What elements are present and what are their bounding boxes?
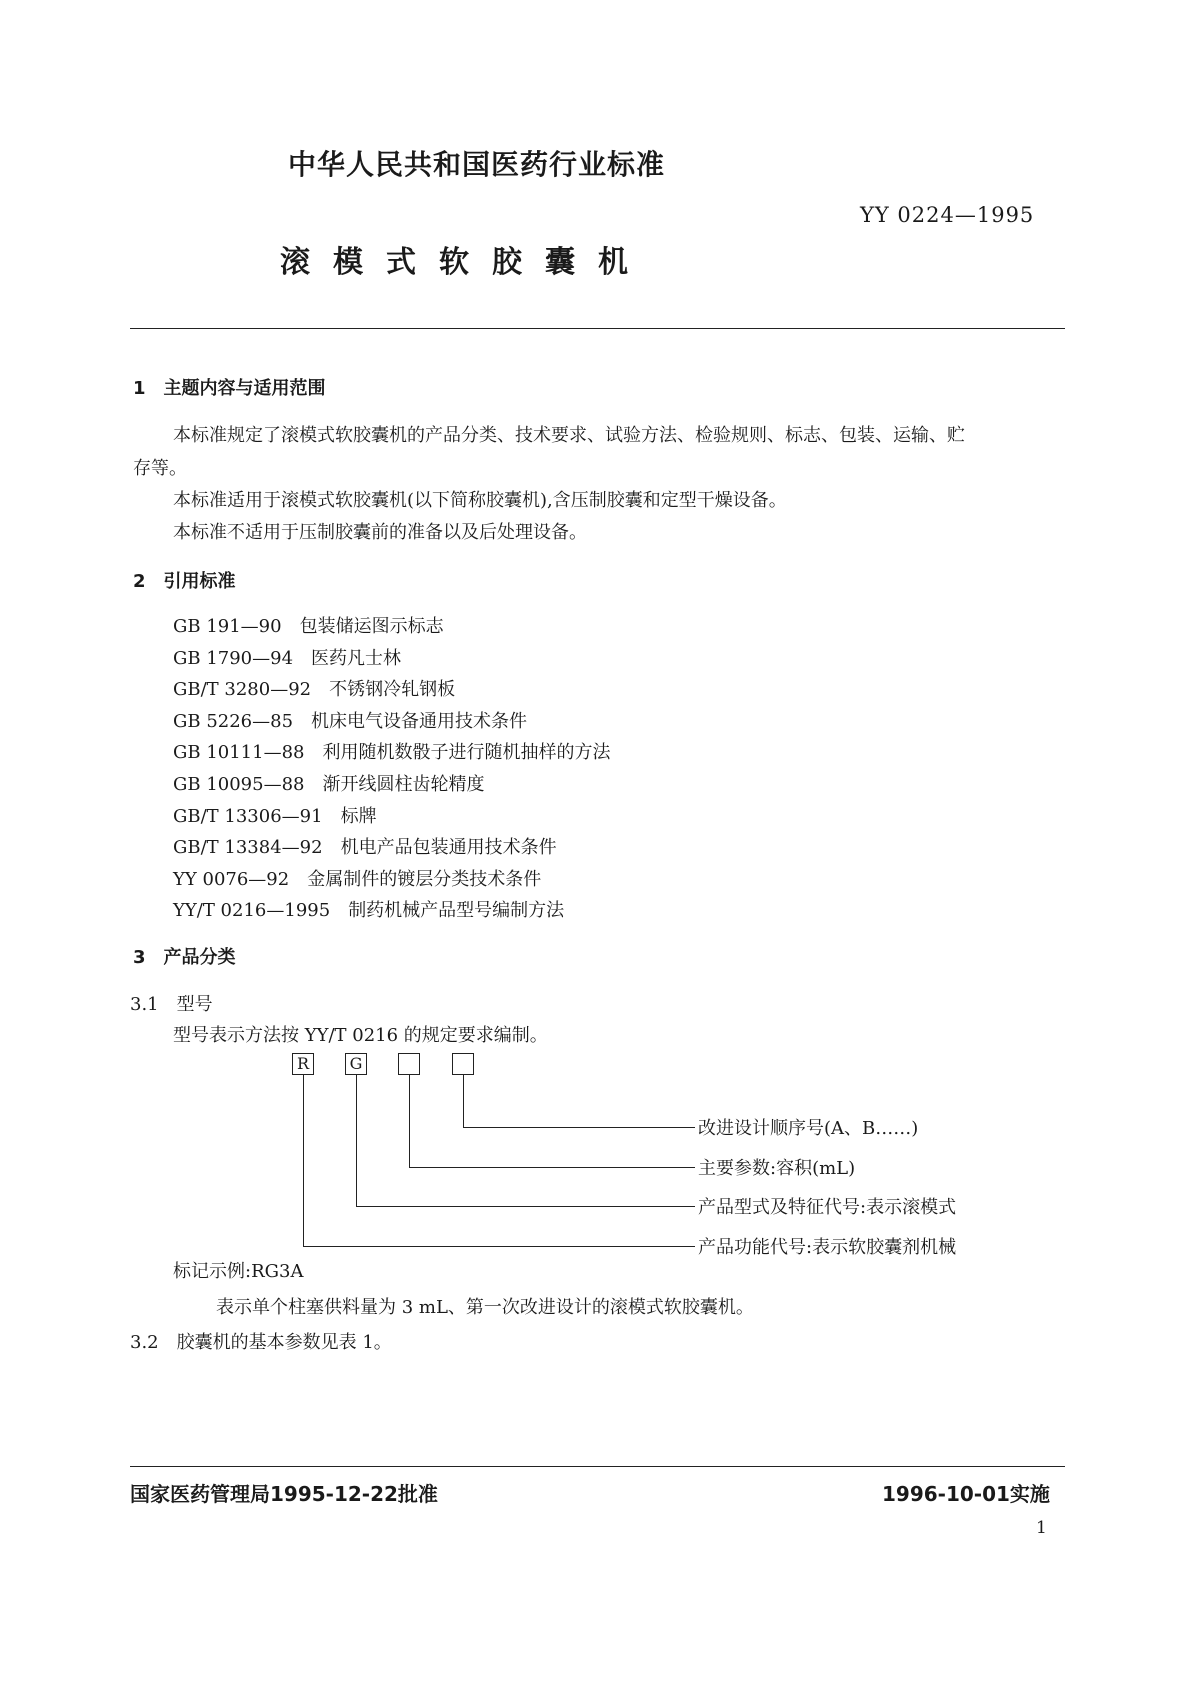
- leader-capacity-v: [409, 1075, 410, 1167]
- reference-item: [173, 802, 377, 828]
- section-3-heading: 3 产品分类: [133, 947, 236, 968]
- reference-code: GB/T 13306—91: [173, 805, 323, 827]
- reference-item: [173, 644, 401, 670]
- page-number: 1: [1036, 1518, 1047, 1538]
- reference-name: 机电产品包装通用技术条件: [340, 837, 557, 859]
- reference-item: [173, 770, 485, 796]
- section-3-1-text: 型号表示方法按 YY/T 0216 的规定要求编制。: [173, 1025, 548, 1046]
- standard-code: YY 0224—1995: [860, 203, 1035, 227]
- label-revision: 改进设计顺序号(A、B……): [698, 1118, 919, 1139]
- approval-line: 国家医药管理局1995-12-22批准: [130, 1482, 438, 1506]
- code-box-revision: [452, 1053, 474, 1075]
- reference-code: GB/T 3280—92: [173, 679, 312, 701]
- reference-code: YY 0076—92: [173, 868, 290, 890]
- issuer-title: 中华人民共和国医药行业标准: [288, 148, 666, 181]
- reference-code: GB 10111—88: [173, 742, 305, 764]
- leader-type-h: [356, 1206, 695, 1207]
- reference-name: 制药机械产品型号编制方法: [348, 900, 565, 922]
- section-2-heading: 2 引用标准: [133, 571, 236, 592]
- reference-name: 包装储运图示标志: [299, 616, 444, 637]
- label-capacity: 主要参数:容积(mL): [698, 1158, 856, 1179]
- document-title: 滚模式软胶囊机: [280, 245, 651, 280]
- reference-item: [173, 833, 557, 859]
- leader-capacity-h: [409, 1167, 695, 1168]
- section-1-para3: 本标准不适用于压制胶囊前的准备以及后处理设备。: [173, 522, 587, 543]
- reference-item: [173, 896, 564, 922]
- reference-name: 标牌: [340, 805, 377, 827]
- reference-item: [173, 865, 541, 891]
- reference-name: 渐开线圆柱齿轮精度: [322, 774, 485, 795]
- header-divider: [130, 328, 1065, 329]
- reference-name: 医药凡士林: [311, 647, 402, 669]
- label-type: 产品型式及特征代号:表示滚模式: [698, 1197, 957, 1218]
- reference-code: GB/T 13384—92: [173, 837, 323, 859]
- footer-divider: [130, 1466, 1065, 1467]
- leader-type-v: [356, 1075, 357, 1206]
- section-1-para2: 本标准适用于滚模式软胶囊机(以下简称胶囊机),含压制胶囊和定型干燥设备。: [173, 490, 787, 511]
- leader-revision-v: [463, 1075, 464, 1127]
- code-box-capacity: [398, 1053, 420, 1075]
- section-1-para1-line2: 存等。: [133, 458, 187, 479]
- section-1-para1-line1: 本标准规定了滚模式软胶囊机的产品分类、技术要求、试验方法、检验规则、标志、包装、运输、贮: [173, 425, 965, 446]
- reference-name: 机床电气设备通用技术条件: [311, 710, 528, 732]
- example-text: 表示单个柱塞供料量为 3 mL、第一次改进设计的滚模式软胶囊机。: [216, 1297, 754, 1318]
- section-1-heading: 1 主题内容与适用范围: [133, 378, 326, 399]
- reference-item: [173, 675, 455, 701]
- code-box-r: R: [292, 1053, 314, 1075]
- leader-function-v: [303, 1075, 304, 1246]
- reference-code: GB 1790—94: [173, 647, 294, 669]
- effective-date: 1996-10-01实施: [882, 1482, 1050, 1506]
- reference-name: 利用随机数骰子进行随机抽样的方法: [322, 742, 611, 764]
- reference-code: GB 5226—85: [173, 710, 294, 732]
- label-function: 产品功能代号:表示软胶囊剂机械: [698, 1237, 957, 1258]
- section-3-1-heading: 3.1 型号: [130, 994, 213, 1015]
- example-label: 标记示例:RG3A: [173, 1261, 304, 1282]
- reference-code: GB 10095—88: [173, 774, 305, 795]
- leader-revision-h: [463, 1127, 695, 1128]
- reference-item: [173, 612, 444, 638]
- reference-code: YY/T 0216—1995: [173, 900, 331, 922]
- code-box-g: G: [345, 1053, 367, 1075]
- reference-name: 不锈钢冷轧钢板: [329, 679, 456, 701]
- leader-function-h: [303, 1246, 695, 1247]
- reference-item: [173, 738, 611, 764]
- reference-item: [173, 707, 527, 733]
- section-3-2: 3.2 胶囊机的基本参数见表 1。: [130, 1332, 392, 1353]
- reference-code: GB 191—90: [173, 616, 282, 637]
- reference-name: 金属制件的镀层分类技术条件: [307, 868, 542, 890]
